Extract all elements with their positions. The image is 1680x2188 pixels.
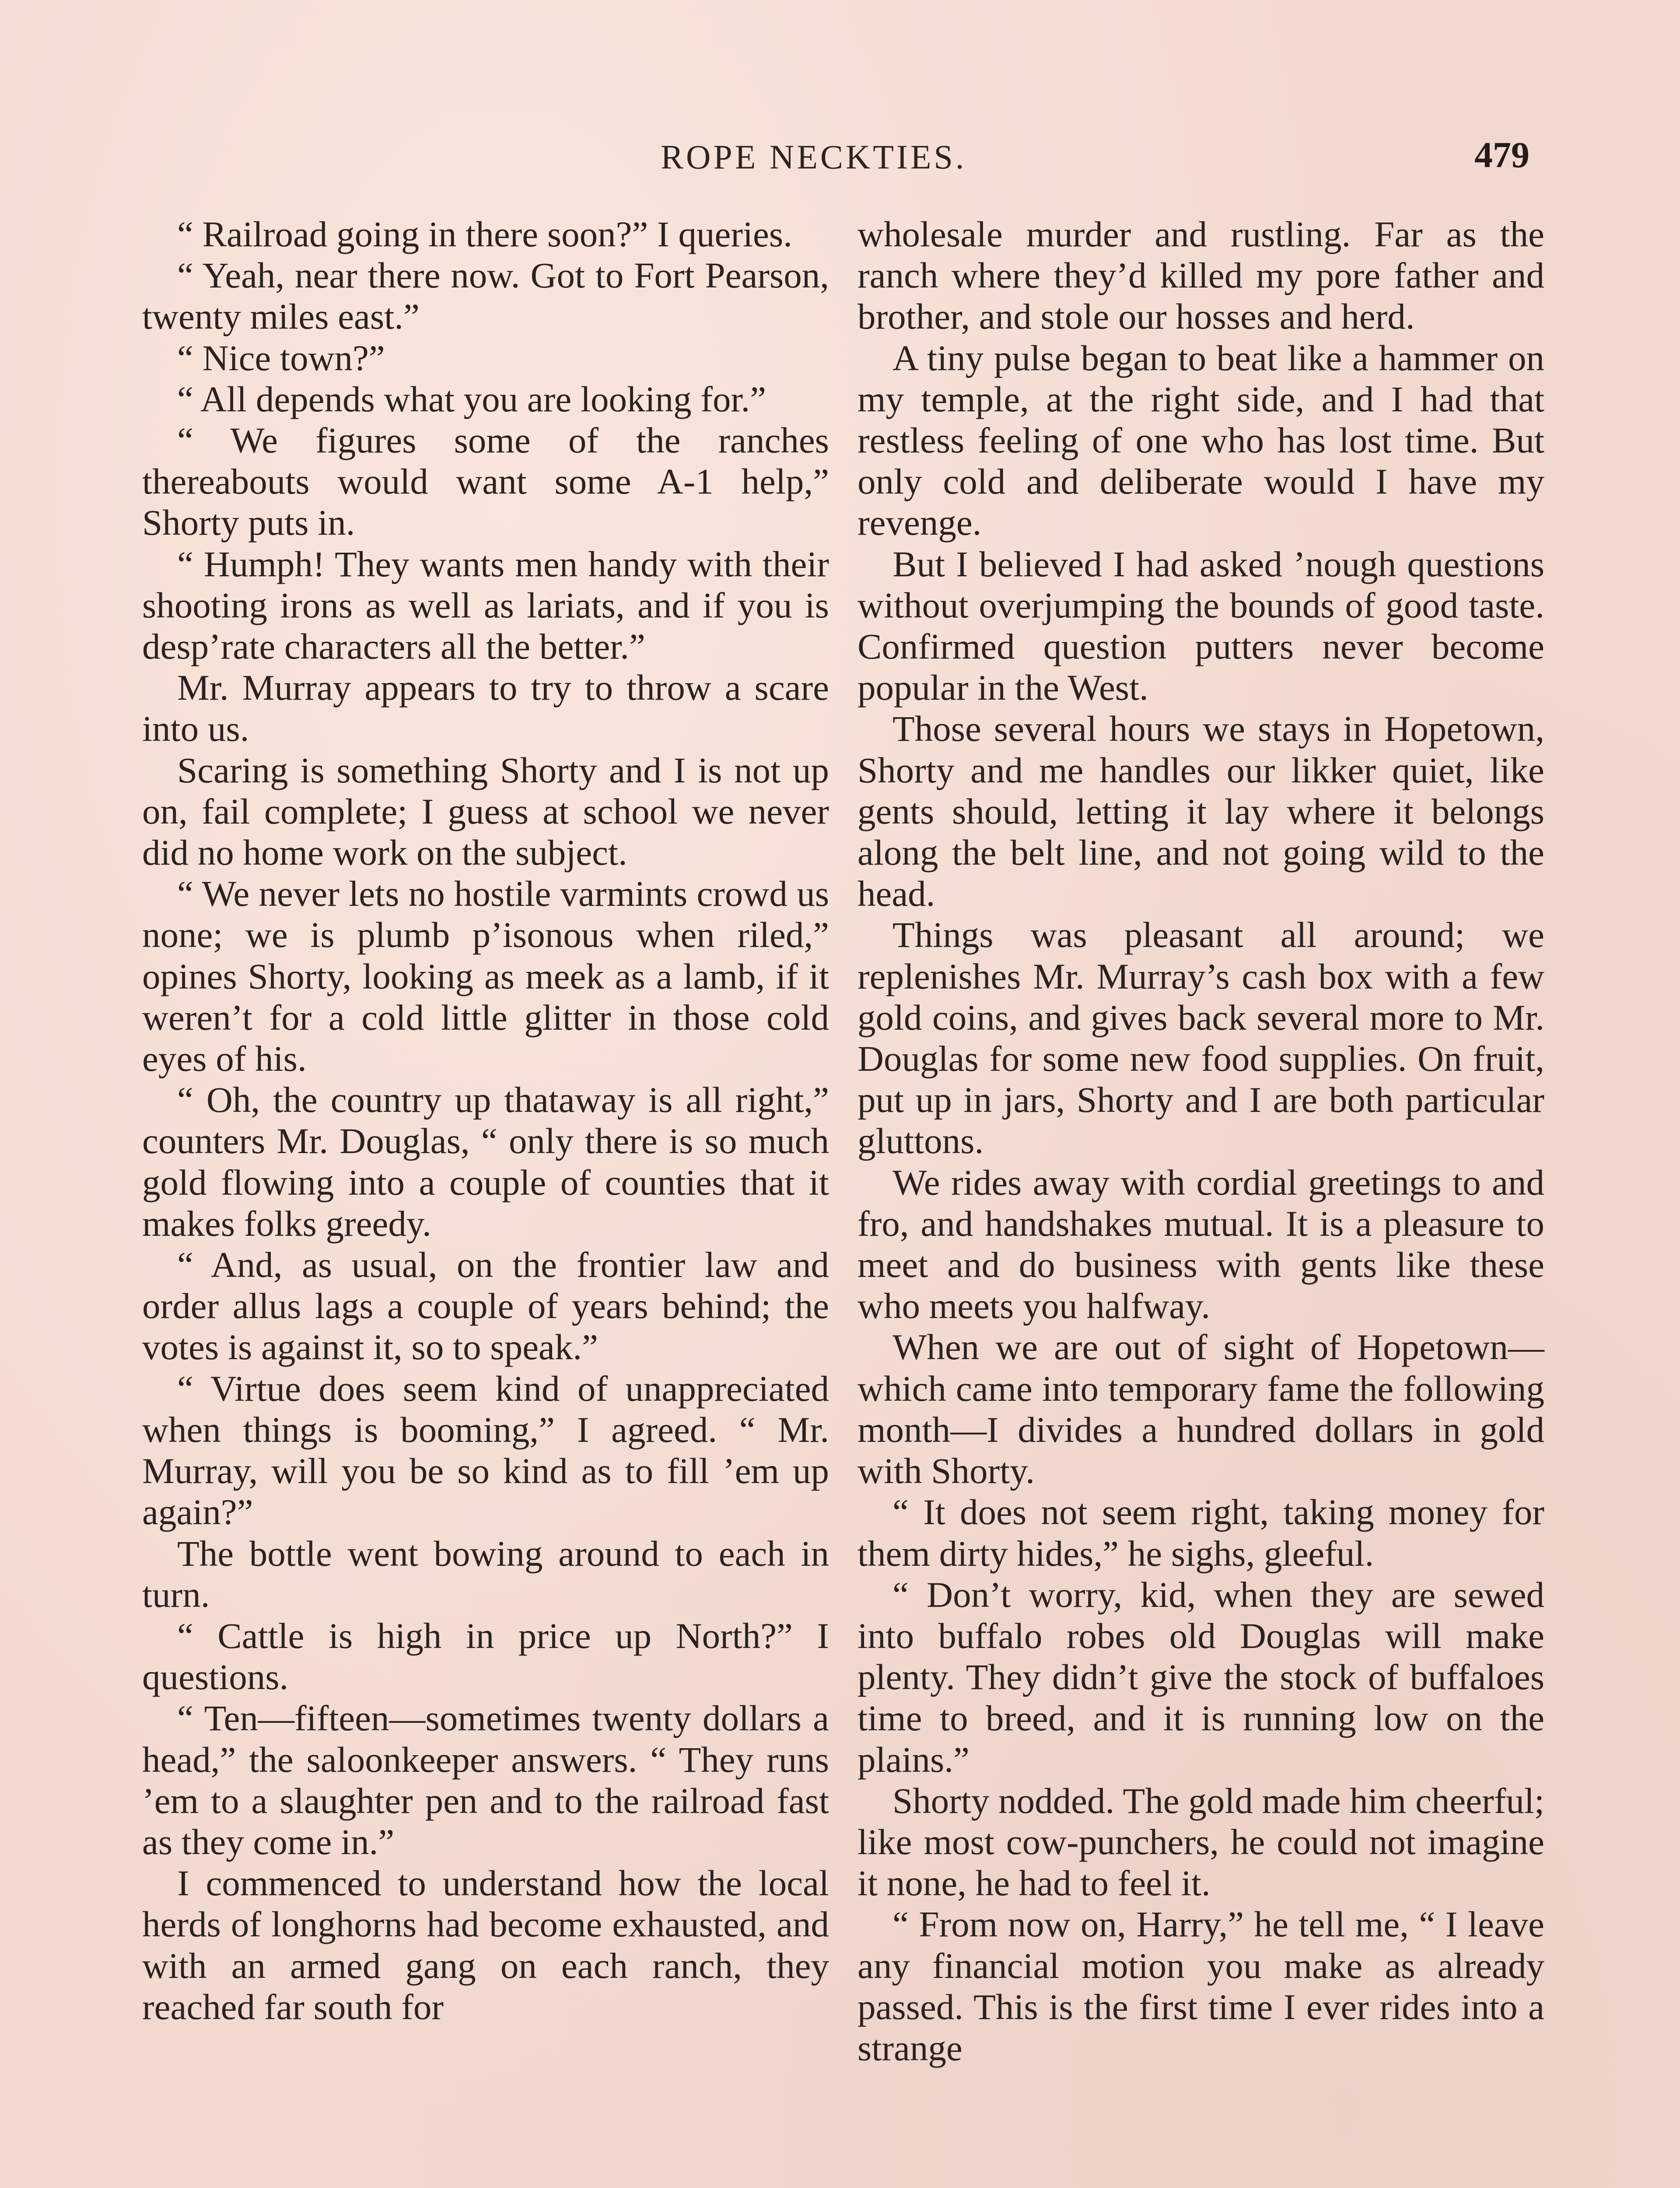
paragraph: “ Nice town?” — [177, 337, 385, 378]
paragraph: Shorty nodded. The gold made him cheerful; like most cow-punchers, he could not imagine it none, he had to feel it. — [858, 1780, 1544, 1904]
running-head — [0, 131, 1680, 184]
paragraph: “ Ten—fifteen—sometimes twenty dollars a head,” the saloonkeeper answers. “ They runs ’em to a slaughter pen and to the railroad fast as they come in.” — [142, 1698, 829, 1862]
paragraph: When we are out of sight of Hopetown—which came into temporary fame the following month—I divides a hundred dollars in gold with Shorty. — [858, 1327, 1544, 1491]
continued-paragraph: wholesale murder and rustling. Far as the ranch where they’d killed my pore father and brother, and stole our hosses and herd. — [858, 214, 1544, 337]
paragraph: “ We figures some of the ranches thereabouts would want some A-1 help,” Shorty puts in. — [142, 420, 829, 543]
paragraph: Things was pleasant all around; we replenishes Mr. Murray’s cash box with a few gold coins, and gives back several more to Mr. Douglas for some new food supplies. On fruit, put up in jars, Shorty and I are both particular gluttons. — [858, 915, 1544, 1161]
right-column — [858, 214, 1544, 2069]
paragraph: “ Don’t worry, kid, when they are sewed into buffalo robes old Douglas will make plenty. They didn’t give the stock of buffaloes time to breed, and it is running low on the plains.” — [858, 1574, 1544, 1780]
page-number: 479 — [1474, 135, 1530, 175]
left-column — [142, 214, 829, 2027]
paragraph: A tiny pulse began to beat like a hammer on my temple, at the right side, and I had that restless feeling of one who has lost time. But only cold and deliberate would I have my revenge. — [858, 337, 1544, 543]
paragraph: “ We never lets no hostile varmints crowd us none; we is plumb p’isonous when riled,” opines Shorty, looking as meek as a lamb, if it weren’t for a cold little glitter in those cold eyes of his. — [142, 873, 829, 1079]
paragraph: “ Oh, the country up thataway is all right,” counters Mr. Douglas, “ only there is so much gold flowing into a couple of counties that it makes folks greedy. — [142, 1080, 829, 1244]
paragraph: But I believed I had asked ’nough questions without overjumping the bounds of good taste. Confirmed question putters never become popular in the West. — [858, 543, 1544, 708]
paragraph: I commenced to understand how the local herds of longhorns had become exhausted, and with an armed gang on each ranch, they reached far south for — [142, 1863, 829, 2027]
paragraph: “ Virtue does seem kind of unappreciated when things is booming,” I agreed. “ Mr. Murray, will you be so kind as to fill ’em up again?” — [142, 1368, 829, 1532]
paragraph: Scaring is something Shorty and I is not up on, fail complete; I guess at school we never did no home work on the subject. — [142, 750, 829, 873]
paragraph: Those several hours we stays in Hopetown, Shorty and me handles our likker quiet, like gents should, letting it lay where it belongs along the belt line, and not going wild to the head. — [858, 708, 1544, 914]
paragraph: “ All depends what you are looking for.” — [177, 379, 766, 419]
paragraph: “ Yeah, near there now. Got to Fort Pearson, twenty miles east.” — [142, 255, 829, 337]
paragraph: “ Railroad going in there soon?” I queries. — [177, 214, 792, 254]
paragraph: “ From now on, Harry,” he tell me, “ I leave any financial motion you make as already passed. This is the first time I ever rides into a strange — [858, 1904, 1544, 2068]
paragraph: “ It does not seem right, taking money for them dirty hides,” he sighs, gleeful. — [858, 1492, 1544, 1574]
paragraph: We rides away with cordial greetings to and fro, and handshakes mutual. It is a pleasure to meet and do business with gents like these who meets you halfway. — [858, 1162, 1544, 1326]
paragraph: Mr. Murray appears to try to throw a scare into us. — [142, 667, 829, 749]
paragraph: “ And, as usual, on the frontier law and order allus lags a couple of years behind; the votes is against it, so to speak.” — [142, 1245, 829, 1368]
paragraph: “ Cattle is high in price up North?” I questions. — [142, 1615, 829, 1697]
running-title: ROPE NECKTIES. — [661, 138, 967, 176]
paragraph: “ Humph! They wants men handy with their shooting irons as well as lariats, and if you is desp’rate characters all the better.” — [142, 543, 829, 667]
paragraph: The bottle went bowing around to each in turn. — [142, 1533, 829, 1615]
